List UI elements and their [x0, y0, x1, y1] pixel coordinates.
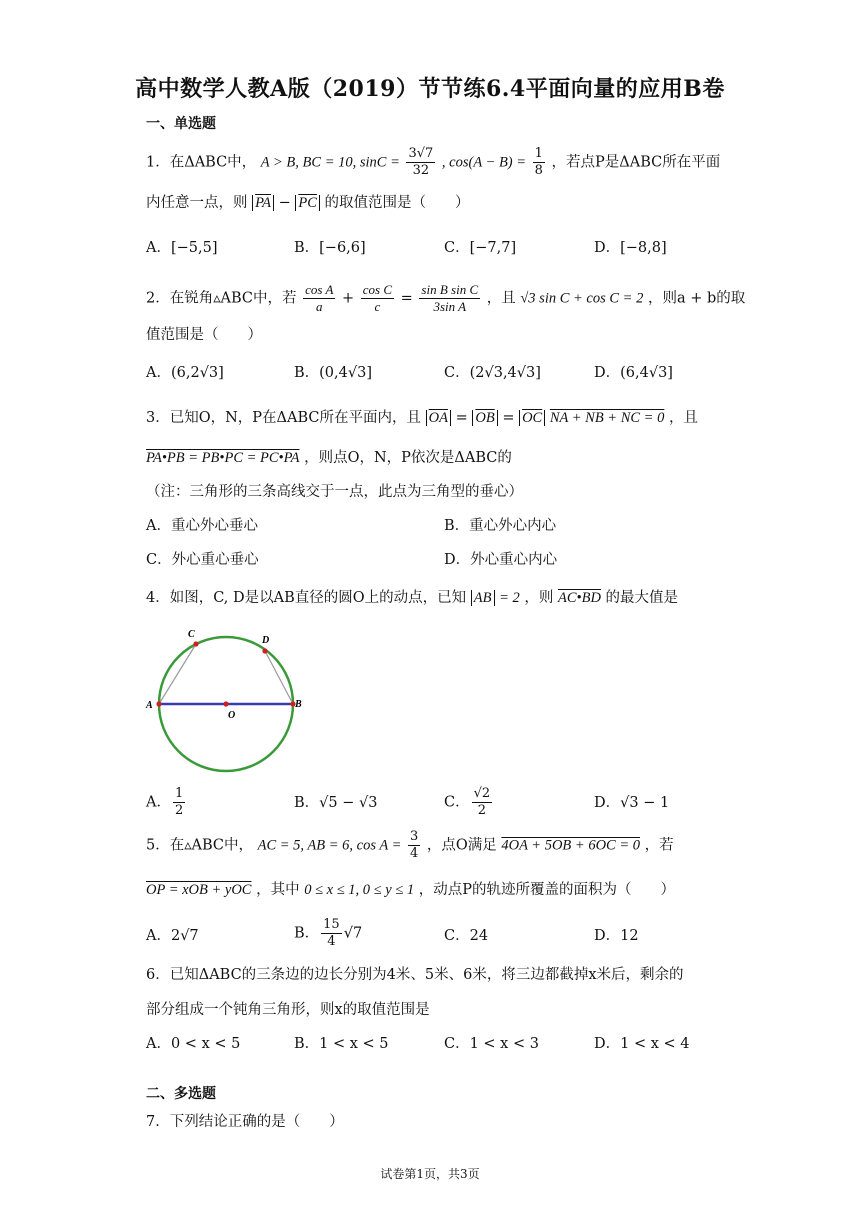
- q4-opt-c-num: √2: [473, 786, 491, 801]
- section-single-choice: 一、单选题: [146, 116, 216, 132]
- q2-mid: ，且: [486, 290, 516, 307]
- q1-frac1-num: 3√7: [408, 146, 434, 161]
- q5-option-b[interactable]: [294, 917, 362, 950]
- circle-diagram: [140, 626, 310, 786]
- q3-intro: 3．已知O，N，P在ΔABC所在平面内，且: [146, 410, 422, 426]
- q1-line2-intro: 内任意一点，则: [146, 195, 248, 211]
- q5-intro: 5．在▵ABC中，: [146, 837, 253, 854]
- q5-option-b-tail: √7: [343, 925, 363, 942]
- question-1-line2: [146, 191, 469, 212]
- q2-option-c[interactable]: C．(2√3,4√3]: [444, 365, 541, 381]
- q2-fraction-2: [361, 282, 394, 315]
- question-1-line1: [146, 146, 720, 179]
- q3-line1-tail: ，且: [668, 410, 698, 426]
- point-c: [193, 641, 198, 646]
- q1-condition: A > B, BC = 10, sinC =: [260, 154, 400, 171]
- q2-fraction-1: [303, 282, 335, 315]
- q3-eq-1: =: [455, 410, 468, 426]
- q4-opt-a-num: 1: [174, 786, 184, 801]
- q6-option-d[interactable]: D．1 < x < 4: [594, 1036, 690, 1052]
- q4-option-a-prefix: A．: [146, 794, 171, 811]
- q5-option-a[interactable]: A．2√7: [146, 928, 199, 944]
- q4-option-c-frac: [472, 786, 493, 819]
- label-b: B: [295, 699, 302, 710]
- q4-option-a-frac: [173, 786, 185, 819]
- q1-frac2-den: 8: [534, 163, 543, 178]
- q4-option-b-value: √5 − √3: [319, 795, 378, 811]
- q1-option-a[interactable]: A．[−5,5]: [146, 240, 218, 256]
- page-footer: 试卷第1页，共3页: [380, 1167, 480, 1181]
- q5-line2-mid: ，其中: [256, 882, 300, 898]
- q4-opt-c-den: 2: [477, 803, 487, 818]
- q2-equals: =: [400, 290, 413, 307]
- q4-tail: 的最大值是: [605, 590, 679, 606]
- q2-intro: 2．在锐角▵ABC中，若: [146, 290, 297, 307]
- q4-option-d-value: √3 − 1: [620, 795, 670, 811]
- q4-ab-eq: = 2: [499, 590, 520, 606]
- question-7-line1: 7．下列结论正确的是（ ）: [146, 1114, 344, 1130]
- label-a: A: [146, 700, 153, 711]
- q2-option-d[interactable]: D．(6,4√3]: [594, 365, 673, 381]
- label-c: C: [188, 629, 195, 640]
- q5-range-cond: 0 ≤ x ≤ 1, 0 ≤ y ≤ 1: [304, 882, 415, 898]
- q5-op-expr: OP = xOB + yOC: [146, 882, 252, 898]
- label-d: D: [262, 635, 270, 646]
- q2-f2-den: c: [374, 299, 381, 314]
- q1-option-c[interactable]: C．[−7,7]: [444, 240, 517, 256]
- q1-minus: −: [278, 195, 291, 211]
- q4-option-c-prefix: C．: [444, 794, 470, 811]
- q3-line2-tail: ，则点O，N，P依次是ΔABC的: [304, 450, 512, 466]
- q4-ab: AB: [473, 590, 492, 606]
- q5-mid: ，点O满足: [426, 837, 497, 854]
- q5-fraction: [408, 829, 420, 862]
- q6-option-a[interactable]: A．0 < x < 5: [146, 1036, 241, 1052]
- q4-option-c[interactable]: [444, 786, 494, 819]
- q3-dot-products: PA•PB = PB•PC = PC•PA: [146, 450, 300, 466]
- q4-intro: 4．如图，C, D是以AB直径的圆O上的动点，已知: [146, 590, 467, 606]
- question-3-line1: [146, 406, 698, 427]
- q3-vector-oa: $\overline{OA}$: [428, 410, 448, 426]
- q2-line1-tail: ，则a + b的取: [647, 290, 746, 307]
- q4-option-b[interactable]: [294, 791, 377, 812]
- question-3-line2: [146, 446, 512, 467]
- q1-vector-pc: $\overline{PC}$: [298, 195, 317, 211]
- q2-option-a[interactable]: A．(6,2√3]: [146, 365, 224, 381]
- q1-option-b[interactable]: B．[−6,6]: [294, 240, 366, 256]
- q1-option-d[interactable]: D．[−8,8]: [594, 240, 667, 256]
- q1-fraction-cos: [533, 146, 545, 179]
- point-o: [223, 701, 228, 706]
- label-o: O: [228, 710, 236, 721]
- q3-option-d[interactable]: D．外心重心内心: [444, 552, 558, 568]
- q1-line1-tail: ，若点P是ΔABC所在平面: [551, 154, 721, 171]
- point-a: [156, 701, 161, 706]
- q1-intro: 1．在ΔABC中，: [146, 154, 257, 171]
- q5-option-d[interactable]: D．12: [594, 928, 639, 944]
- q1-frac2-num: 1: [534, 146, 543, 161]
- q5-opt-b-den: 4: [327, 934, 336, 949]
- q3-vector-ob: $\overline{OB}$: [475, 410, 495, 426]
- question-2-line2: 值范围是（ ）: [146, 327, 262, 343]
- point-d: [262, 648, 267, 653]
- q1-fraction-sin: [406, 146, 435, 179]
- q4-dot-expr: AC•BD: [558, 590, 601, 606]
- q4-option-d[interactable]: [594, 791, 669, 812]
- q3-abs-oa: [426, 410, 451, 426]
- q5-line2-tail: ，动点P的轨迹所覆盖的面积为（ ）: [418, 882, 676, 898]
- question-6-line2: 部分组成一个钝角三角形，则x的取值范围是: [146, 1002, 430, 1018]
- q1-abs-pc: [295, 195, 320, 211]
- page-title: 高中数学人教A版（2019）节节练6.4平面向量的应用B卷: [135, 76, 725, 102]
- q2-fraction-3: [419, 282, 480, 315]
- q5-frac-den: 4: [409, 846, 419, 861]
- q2-plus: +: [342, 290, 355, 307]
- q1-abs-pa: [252, 195, 274, 211]
- q4-abs-ab: [471, 590, 495, 606]
- q6-option-b[interactable]: B．1 < x < 5: [294, 1036, 389, 1052]
- q3-option-a[interactable]: A．重心外心垂心: [146, 518, 258, 534]
- q2-option-b[interactable]: B．(0,4√3]: [294, 365, 372, 381]
- q4-option-b-prefix: B．: [294, 795, 320, 811]
- q2-f3-den: 3sin A: [433, 299, 467, 314]
- q5-frac-num: 3: [409, 829, 419, 844]
- question-4-line1: [146, 586, 678, 607]
- q5-option-b-prefix: B．: [294, 925, 320, 942]
- q3-eq-2: =: [502, 410, 515, 426]
- q1-line2-tail: 的取值范围是（ ）: [324, 195, 470, 211]
- q3-vector-sum: NA + NB + NC = 0: [549, 410, 665, 426]
- chord-ac: [159, 644, 196, 704]
- q3-option-c[interactable]: C．外心重心垂心: [146, 552, 259, 568]
- q6-option-c[interactable]: C．1 < x < 3: [444, 1036, 539, 1052]
- q5-vector-eq: 4OA + 5OB + 6OC = 0: [501, 837, 641, 854]
- question-6-line1: 6．已知ΔABC的三条边的边长分别为4米、5米、6米，将三边都截掉x米后，剩余的: [146, 967, 684, 983]
- q4-option-d-prefix: D．: [594, 795, 621, 811]
- q2-f1-num: cos A: [305, 282, 334, 297]
- q2-f2-num: cos C: [362, 282, 393, 297]
- q4-opt-a-den: 2: [174, 803, 184, 818]
- q3-note: （注：三角形的三条高线交于一点，此点为三角型的垂心）: [146, 484, 523, 500]
- q1-frac1-den: 32: [412, 163, 430, 178]
- q3-abs-oc: [519, 410, 545, 426]
- q3-abs-ob: [472, 410, 497, 426]
- q5-option-b-frac: [321, 917, 342, 950]
- q5-line1-tail: ，若: [644, 837, 674, 854]
- q5-option-c[interactable]: C．24: [444, 928, 489, 944]
- q4-option-a[interactable]: [146, 786, 187, 819]
- q3-option-b[interactable]: B．重心外心内心: [444, 518, 557, 534]
- q2-f1-den: a: [316, 299, 323, 314]
- q2-f3-num: sin B sin C: [421, 282, 479, 297]
- q5-condition: AC = 5, AB = 6, cos A =: [257, 837, 402, 854]
- q4-mid: ，则: [524, 590, 554, 606]
- section-multi-choice: 二、多选题: [146, 1086, 216, 1102]
- question-2-line1: [146, 282, 745, 315]
- q3-vector-oc: $\overline{OC}$: [522, 410, 543, 426]
- q2-condition: √3 sin C + cos C = 2: [520, 290, 644, 307]
- question-5-line1: [146, 829, 674, 862]
- question-5-line2: [146, 878, 675, 899]
- q1-condition2: , cos(A − B) =: [441, 154, 527, 171]
- q1-vector-pa: $\overline{PA}$: [255, 195, 271, 211]
- q5-opt-b-num: 15: [323, 917, 340, 932]
